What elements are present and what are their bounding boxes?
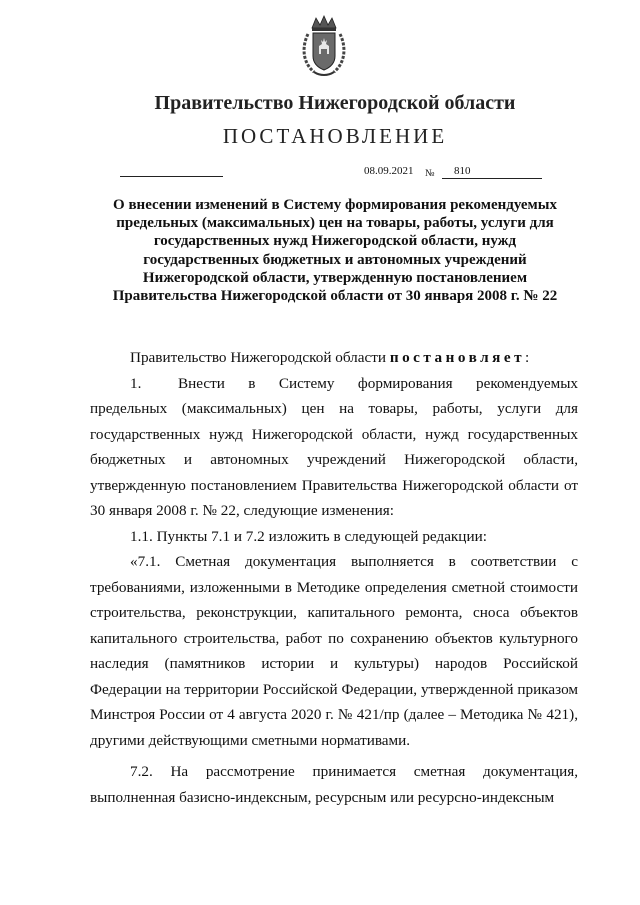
blank-line (120, 176, 223, 177)
document-title: О внесении изменений в Систему формирования рекомендуемых предельных (максимальных) цен на товары, работы, услуги для государственных нужд Нижегородской области, нужд государственных бюджетных и автономных учреждений Нижегородской области, утвержденную постановлением Правительства Нижегородской области от 30 января 2008 г. № 22 (112, 197, 558, 305)
clause-1 (90, 371, 578, 524)
preamble-text: Правительство Нижегородской области (130, 349, 390, 366)
preamble (90, 345, 578, 371)
clause-1-number: 1. (130, 374, 142, 392)
document-body (90, 345, 578, 810)
organization-name: Правительство Нижегородской области (154, 92, 516, 114)
document-date: 08.09.2021 (364, 165, 414, 177)
preamble-end: : (525, 349, 530, 366)
coat-of-arms-emblem (300, 14, 348, 80)
clause-1-text: Внести в Систему формирования рекомендуемых предельных (максимальных) цен на товары, работы, услуги для государственных нужд Нижегородской области, нужд государственных бюджетных и автономных учреждений Нижегородской области, утвержденную постановлением Правительства Нижегородской области от 30 января 2008 г. № 22, следующие изменения: (90, 374, 578, 519)
preamble-keyword: постановляет (389, 349, 526, 366)
clause-1-1: 1.1. Пункты 7.1 и 7.2 изложить в следующей редакции: (130, 527, 487, 545)
document-type: ПОСТАНОВЛЕНИЕ (222, 124, 448, 148)
item-7-1: «7.1. Сметная документация выполняется в соответствии с требованиями, изложенными в Методике определения сметной стоимости строительства, реконструкции, капитального ремонта, сноса объектов капитального строительства, работ по сохранению объектов культурного наследия (памятников истории и культуры) народов Российской Федерации на территории Российской Федерации, утвержденной приказом Минстроя России от 4 августа 2020 г. № 421/пр (далее – Методика № 421), другими действующими сметными нормативами. (90, 553, 578, 749)
number-sign: № (425, 168, 435, 179)
document-number: 810 (442, 165, 542, 179)
item-7-2: 7.2. На рассмотрение принимается сметная документация, выполненная базисно-индексным, ресурсным или ресурсно-индексным (90, 763, 578, 806)
